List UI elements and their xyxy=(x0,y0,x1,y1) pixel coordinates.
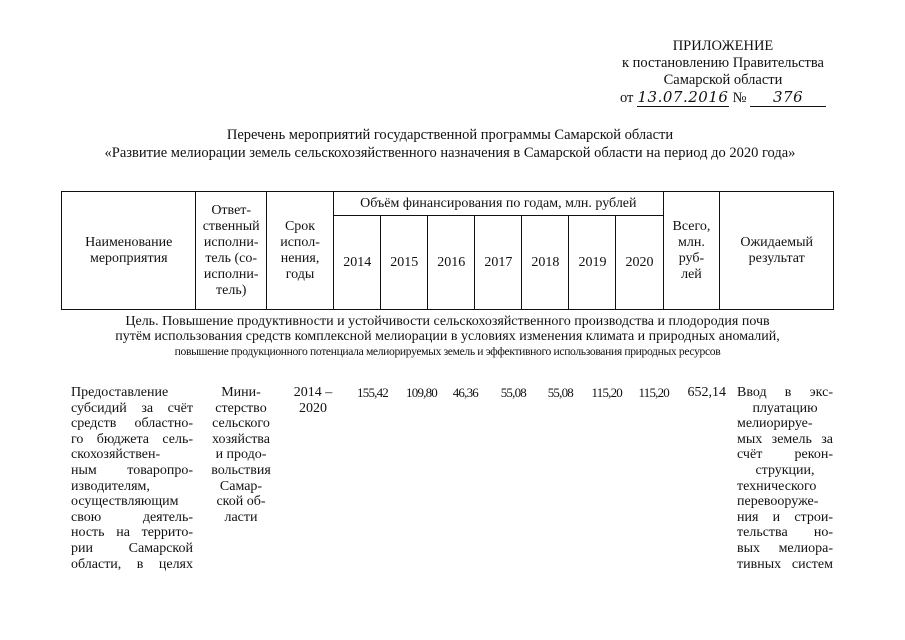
header-total: Всего, млн. руб-лей xyxy=(663,192,720,310)
text-line: мых земель за xyxy=(737,431,833,447)
value-2015: 109,80 xyxy=(406,385,437,400)
year-2019: 2019 xyxy=(569,216,616,310)
text-line: сельского xyxy=(212,416,270,432)
text-line: Мини- xyxy=(221,385,261,400)
text-line: вых мелиора- xyxy=(737,540,833,556)
value-2018: 55,08 xyxy=(547,385,573,400)
text-line: счёт рекон- xyxy=(737,447,833,463)
header-term: Срок испол-нения, годы xyxy=(266,192,333,310)
text-line: тельства но- xyxy=(737,525,833,541)
number-label: № xyxy=(732,90,747,106)
year-2020: 2020 xyxy=(616,216,663,310)
text-line: плуатацию xyxy=(752,400,818,416)
text-line: тивных систем xyxy=(737,556,833,572)
result-cell xyxy=(737,385,833,572)
appendix-label: ПРИЛОЖЕНИЕ xyxy=(672,38,774,54)
text-line: ность на террито- xyxy=(71,525,193,541)
title-line-2: «Развитие мелиорации земель сельскохозяйственного назначения в Самарской области на период до 2020 года» xyxy=(104,145,796,161)
header-financing: Объём финансирования по годам, млн. рублей xyxy=(334,192,663,216)
text-line: Самар- xyxy=(219,478,263,494)
year-2014: 2014 xyxy=(334,216,381,310)
text-line: и продо- xyxy=(215,447,267,463)
region-line: Самарской области xyxy=(663,72,783,88)
value-2020: 115,20 xyxy=(638,385,669,400)
text-line: перевооруже- xyxy=(737,494,819,510)
responsible-cell xyxy=(199,385,283,525)
goal-text xyxy=(60,314,835,359)
text-line: ской об- xyxy=(216,494,266,510)
title-line-1: Перечень мероприятий государственной программы Самарской области xyxy=(226,127,674,143)
text-line: технического xyxy=(737,478,817,494)
text-line: хозяйства xyxy=(212,431,270,447)
text-line: субсидий за счёт xyxy=(71,400,193,416)
value-2014: 155,42 xyxy=(357,385,388,400)
header-responsible: Ответ-ственный исполни-тель (со-исполни-тель) xyxy=(196,192,266,310)
text-line: средств областно- xyxy=(71,416,193,432)
text-line: ным товаропро- xyxy=(71,462,193,478)
date-prefix: от xyxy=(619,90,634,106)
text-line: области, в целях xyxy=(71,556,193,572)
handwritten-date: 13.07.2016 xyxy=(637,88,729,106)
text-line: стерство xyxy=(215,400,267,416)
resolution-line: к постановлению Правительства xyxy=(622,55,824,71)
text-line: 2020 xyxy=(299,400,327,416)
text-line: свою деятель- xyxy=(71,509,193,525)
goal-line-1: Цель. Повышение продуктивности и устойчивости сельскохозяйственного производства и плодородия почв xyxy=(125,314,770,329)
text-line: вольствия xyxy=(211,462,271,478)
table-header xyxy=(61,191,834,310)
header-result: Ожидаемый результат xyxy=(720,192,834,310)
value-2017: 55,08 xyxy=(500,385,526,400)
value-total: 652,14 xyxy=(687,385,726,400)
goal-line-3: повышение продукционного потенциала мелиорируемых земель и эффективного использования природных ресурсов xyxy=(174,345,721,358)
text-line: мелиорируе- xyxy=(737,416,813,432)
text-line: скохозяйствен- xyxy=(71,447,161,463)
date-number-line xyxy=(560,89,850,107)
year-2016: 2016 xyxy=(428,216,475,310)
text-line: струкции, xyxy=(755,462,815,478)
term-cell xyxy=(279,385,347,416)
text-line: Ввод в экс- xyxy=(737,385,833,400)
value-2019: 115,20 xyxy=(591,385,622,400)
goal-line-2: путём использования средств комплексной мелиорации в условиях изменения климата и природных аномалий, xyxy=(115,329,780,344)
text-line: 2014 – xyxy=(293,385,333,400)
activity-name-cell xyxy=(71,385,193,572)
year-2015: 2015 xyxy=(381,216,428,310)
text-line: рии Самарской xyxy=(71,540,193,556)
year-2017: 2017 xyxy=(475,216,522,310)
text-line: ния и строи- xyxy=(737,509,833,525)
year-2018: 2018 xyxy=(522,216,569,310)
handwritten-number: 376 xyxy=(750,89,826,107)
text-line: го бюджета сель- xyxy=(71,431,193,447)
value-2016: 46,36 xyxy=(452,385,478,400)
text-line: осуществляющим xyxy=(71,494,179,510)
approval-block xyxy=(560,38,850,107)
text-line: ласти xyxy=(224,509,258,525)
text-line: изводителям, xyxy=(71,478,150,494)
document-title xyxy=(40,126,860,162)
header-name: Наименование мероприятия xyxy=(62,192,196,310)
text-line: Предоставление xyxy=(71,385,169,400)
